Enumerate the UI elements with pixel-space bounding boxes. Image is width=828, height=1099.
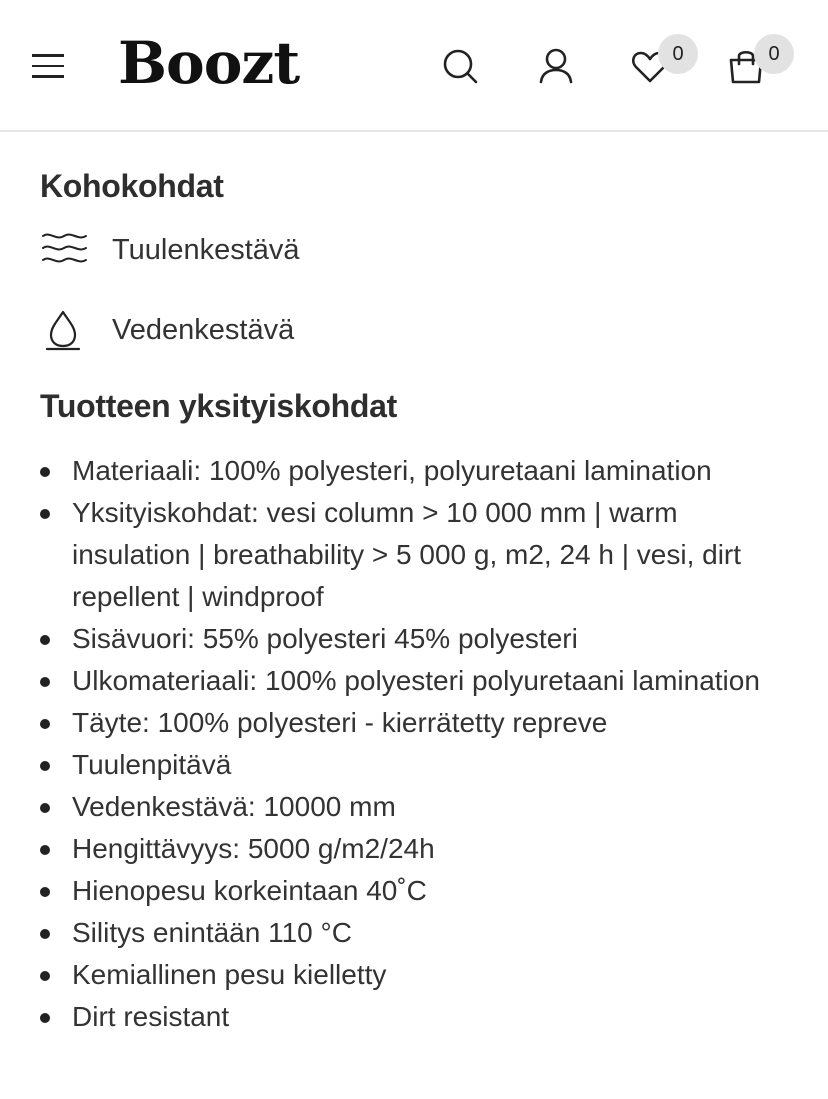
site-header xyxy=(0,0,828,132)
list-item: Dirt resistant xyxy=(40,996,800,1038)
highlight-windproof xyxy=(40,228,300,272)
menu-icon-line xyxy=(32,65,64,68)
list-item: Yksityiskohdat: vesi column > 10 000 mm | warm insulation | breathability > 5 000 g, m2, 24 h | vesi, dirt repellent | windproof xyxy=(40,492,800,618)
boozt-logo[interactable]: Boozt xyxy=(118,29,300,97)
list-item: Täyte: 100% polyesteri - kierrätetty repreve xyxy=(40,702,800,744)
menu-button[interactable] xyxy=(28,46,68,86)
highlight-label: Tuulenkestävä xyxy=(112,233,300,266)
list-item: Sisävuori: 55% polyesteri 45% polyesteri xyxy=(40,618,800,660)
list-item: Hienopesu korkeintaan 40˚C xyxy=(40,870,800,912)
wind-icon xyxy=(40,228,90,272)
bag-count-badge: 0 xyxy=(754,34,794,74)
menu-icon-line xyxy=(32,54,64,57)
list-item: Vedenkestävä: 10000 mm xyxy=(40,786,800,828)
highlight-label: Vedenkestävä xyxy=(112,313,295,346)
search-icon[interactable] xyxy=(436,42,484,90)
wishlist-count-badge: 0 xyxy=(658,34,698,74)
list-item: Ulkomateriaali: 100% polyesteri polyuretaani lamination xyxy=(40,660,800,702)
menu-icon-line xyxy=(32,75,64,78)
highlight-waterproof xyxy=(40,308,294,352)
list-item: Materiaali: 100% polyesteri, polyuretaani lamination xyxy=(40,450,800,492)
list-item: Hengittävyys: 5000 g/m2/24h xyxy=(40,828,800,870)
list-item: Tuulenpitävä xyxy=(40,744,800,786)
product-details-title: Tuotteen yksityiskohdat xyxy=(40,388,398,424)
product-details-list xyxy=(40,450,800,1038)
account-icon[interactable] xyxy=(532,42,580,90)
list-item: Silitys enintään 110 °C xyxy=(40,912,800,954)
water-drop-icon xyxy=(40,308,90,352)
highlights-title: Kohokohdat xyxy=(40,168,224,204)
list-item: Kemiallinen pesu kielletty xyxy=(40,954,800,996)
